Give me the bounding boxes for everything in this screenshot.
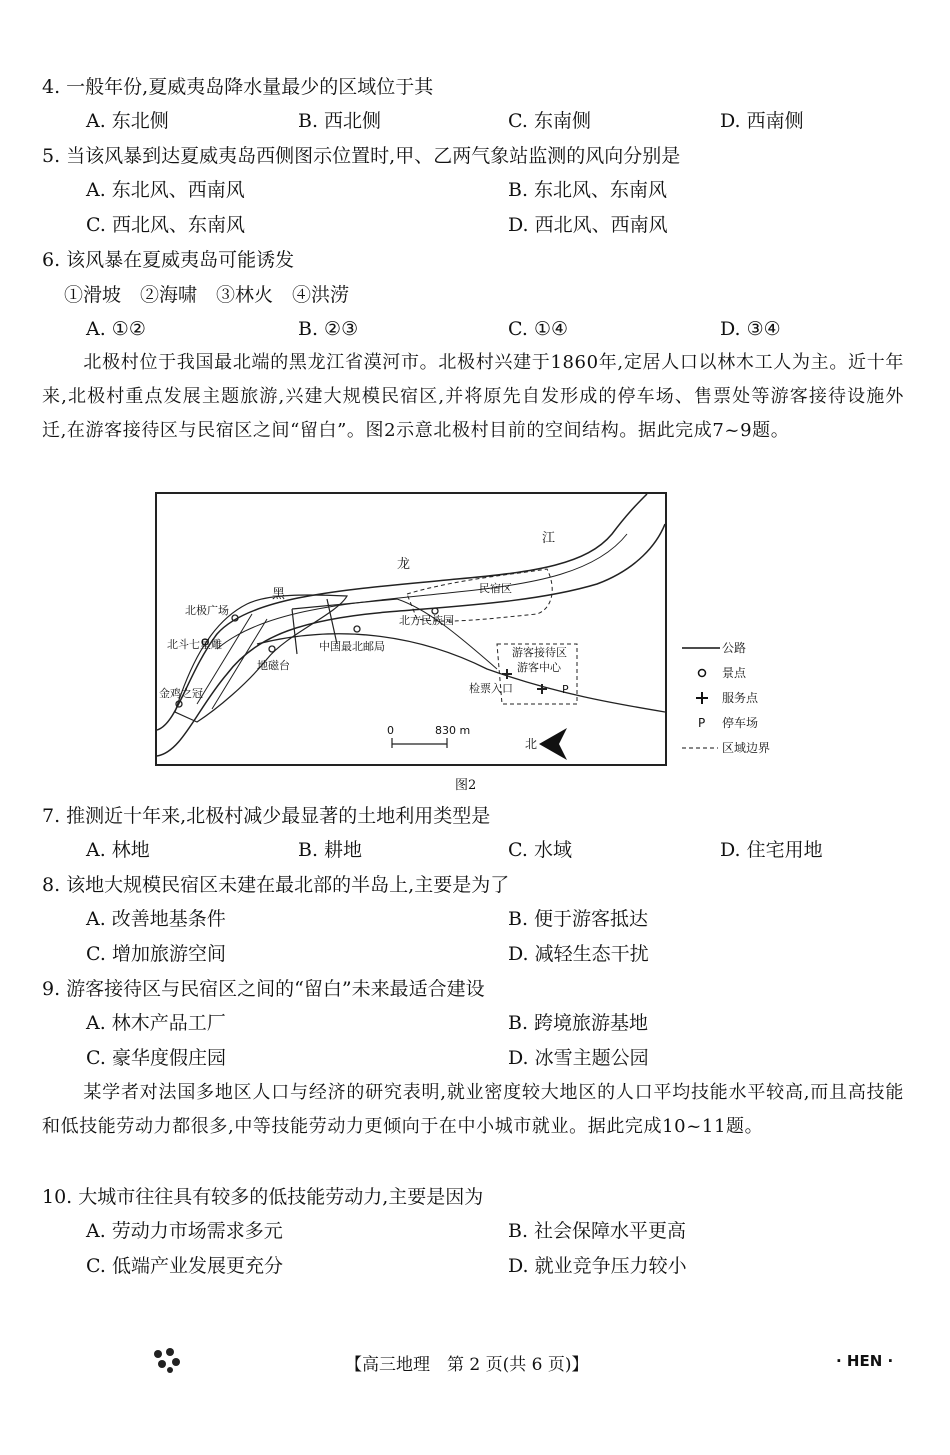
label-jinji: 金鸡之冠 <box>159 687 203 700</box>
q6-items: ①滑坡 ②海啸 ③林火 ④洪涝 <box>64 284 350 306</box>
legend-road-label: 公路 <box>722 641 747 655</box>
question-7-stem: 7. 推测近十年来,北极村减少最显著的土地利用类型是 <box>42 805 491 827</box>
q8-option-d[interactable]: D. 减轻生态干扰 <box>508 943 649 965</box>
q10-option-c[interactable]: C. 低端产业发展更充分 <box>86 1255 283 1277</box>
question-9-stem: 9. 游客接待区与民宿区之间的“留白”未来最适合建设 <box>42 978 485 1000</box>
q5-option-a[interactable]: A. 东北风、西南风 <box>86 179 245 201</box>
q7-option-d[interactable]: D. 住宅用地 <box>720 839 823 861</box>
label-minzu-yuan: 北方民族园 <box>399 614 454 627</box>
q7-option-b[interactable]: B. 耕地 <box>298 839 363 861</box>
q7-option-a[interactable]: A. 林地 <box>86 839 150 861</box>
label-beiji-square: 北极广场 <box>185 604 229 617</box>
north-label: 北 <box>525 737 538 751</box>
figure-caption: 图2 <box>455 778 477 793</box>
q5-option-d[interactable]: D. 西北风、西南风 <box>508 214 668 236</box>
scale-value: 830 m <box>435 724 471 737</box>
label-dicitai: 地磁台 <box>257 659 290 672</box>
q4-option-a[interactable]: A. 东北侧 <box>86 110 169 132</box>
label-beidou: 北斗七星雕 <box>167 638 222 651</box>
q5-option-c[interactable]: C. 西北风、东南风 <box>86 214 245 236</box>
figure-2-map <box>155 492 667 766</box>
question-6-stem: 6. 该风暴在夏威夷岛可能诱发 <box>42 249 295 271</box>
legend-service-icon <box>696 692 708 704</box>
footer-logo-icon <box>150 1346 184 1374</box>
river-char-3: 江 <box>542 531 556 546</box>
legend-attraction-icon <box>699 670 706 677</box>
label-ticket-entrance: 检票入口 <box>469 682 513 695</box>
footer-page-info: 【高三地理 第 2 页(共 6 页)】 <box>345 1355 589 1375</box>
q4-option-c[interactable]: C. 东南侧 <box>508 110 591 132</box>
river-south-bank <box>157 524 665 756</box>
question-5-stem: 5. 当该风暴到达夏威夷岛西侧图示位置时,甲、乙两气象站监测的风向分别是 <box>42 145 681 167</box>
q9-option-c[interactable]: C. 豪华度假庄园 <box>86 1047 226 1069</box>
q6-option-d[interactable]: D. ③④ <box>720 318 781 340</box>
legend-service-label: 服务点 <box>722 691 759 705</box>
parking-symbol: P <box>562 683 569 696</box>
legend-parking-icon: P <box>698 716 706 730</box>
q8-option-c[interactable]: C. 增加旅游空间 <box>86 943 226 965</box>
q6-option-c[interactable]: C. ①④ <box>508 318 569 340</box>
q9-option-a[interactable]: A. 林木产品工厂 <box>86 1012 226 1034</box>
q10-option-d[interactable]: D. 就业竞争压力较小 <box>508 1255 687 1277</box>
map-svg <box>157 494 665 764</box>
attraction-post-office <box>354 626 360 632</box>
scale-bar <box>392 738 447 748</box>
legend-parking-label: 停车场 <box>722 716 759 730</box>
legend-attraction-label: 景点 <box>722 666 747 680</box>
q9-option-b[interactable]: B. 跨境旅游基地 <box>508 1012 649 1034</box>
q6-option-a[interactable]: A. ①② <box>86 318 146 340</box>
q4-option-b[interactable]: B. 西北侧 <box>298 110 382 132</box>
label-post-office: 中国最北邮局 <box>319 640 385 653</box>
label-reception-area: 游客接待区 <box>512 646 567 659</box>
scale-zero: 0 <box>387 724 394 737</box>
q8-option-b[interactable]: B. 便于游客抵达 <box>508 908 649 930</box>
q6-option-b[interactable]: B. ②③ <box>298 318 359 340</box>
q4-option-d[interactable]: D. 西南侧 <box>720 110 804 132</box>
footer-code: · HEN · <box>836 1352 894 1370</box>
river-char-1: 黑 <box>272 587 286 602</box>
q10-option-a[interactable]: A. 劳动力市场需求多元 <box>86 1220 283 1242</box>
river-char-2: 龙 <box>397 557 411 572</box>
attraction-dicitai <box>269 646 275 652</box>
label-homestay-area: 民宿区 <box>479 582 512 595</box>
question-4-stem: 4. 一般年份,夏威夷岛降水量最少的区域位于其 <box>42 76 434 98</box>
q5-option-b[interactable]: B. 东北风、东南风 <box>508 179 668 201</box>
q8-option-a[interactable]: A. 改善地基条件 <box>86 908 226 930</box>
label-visitor-center: 游客中心 <box>517 661 561 674</box>
question-10-stem: 10. 大城市往往具有较多的低技能劳动力,主要是因为 <box>42 1186 484 1208</box>
question-8-stem: 8. 该地大规模民宿区未建在最北部的半岛上,主要是为了 <box>42 874 510 896</box>
q10-option-b[interactable]: B. 社会保障水平更高 <box>508 1220 687 1242</box>
q7-option-c[interactable]: C. 水域 <box>508 839 572 861</box>
passage-beiji-village: 北极村位于我国最北端的黑龙江省漠河市。北极村兴建于1860年,定居人口以林木工人为主。近十年来,北极村重点发展主题旅游,兴建大规模民宿区,并将原先自发形成的停车场、售票处等游客接待设施外迁,在游客接待区与民宿区之间“留白”。图2示意北极村目前的空间结构。据此完成7~9题。 <box>42 352 904 441</box>
map-legend <box>680 636 790 756</box>
passage-france-labor: 某学者对法国多地区人口与经济的研究表明,就业密度较大地区的人口平均技能水平较高,而且高技能和低技能劳动力都很多,中等技能劳动力更倾向于在中小城市就业。据此完成10~11题。 <box>42 1082 904 1137</box>
north-arrow-icon <box>539 728 567 760</box>
legend-boundary-label: 区域边界 <box>722 741 771 755</box>
q9-option-d[interactable]: D. 冰雪主题公园 <box>508 1047 649 1069</box>
